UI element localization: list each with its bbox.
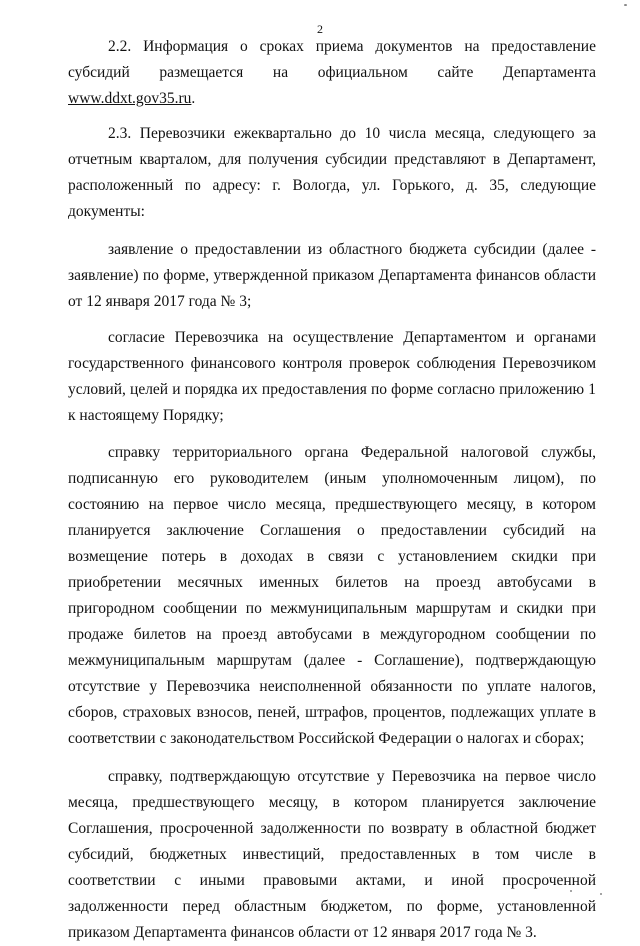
scan-speck <box>570 890 572 892</box>
page-number: 2 <box>317 22 323 36</box>
paragraph-application: заявление о предоставлении из областного бюджета субсидии (далее - заявление) по форме, утвержденной приказом Департамента финансов области от 12 января 2017 года № 3; <box>68 241 596 310</box>
document-body <box>68 34 596 946</box>
paragraph-2-3: 2.3. Перевозчики ежеквартально до 10 числа месяца, следующего за отчетным кварталом, для получения субсидии представляют в Департамент, расположенный по адресу: г. Вологда, ул. Горького, д. 35, следующие документы: <box>68 125 596 220</box>
paragraph-consent: согласие Перевозчика на осуществление Департаментом и органами государственного финансового контроля проверок соблюдения Перевозчиком условий, целей и порядка их предоставления по форме согласно приложению 1 к настоящему Порядку; <box>68 329 596 424</box>
paragraph-2-2-end: . <box>191 90 196 107</box>
paragraph-debt-certificate: справку, подтверждающую отсутствие у Перевозчика на первое число месяца, предшествующего месяцу, в котором планируется заключение Соглашения, просроченной задолженности по возврату в областной бюджет субсидий, бюджетных инвестиций, предоставленных в том числе в соответствии с иными правовыми актами, и иной просроченной задолженности перед областным бюджетом, по форме, установленной приказом Департамента финансов области от 12 января 2017 года № 3. <box>68 768 596 941</box>
paragraph-tax-certificate: справку территориального органа Федеральной налоговой службы, подписанную его руководителем (иным уполномоченным лицом), по состоянию на первое число месяца, предшествующего месяцу, в котором планируется заключение Соглашения о предоставлении субсидий на возмещение потерь в доходах в связи с установлением скидки при приобретении месячных именных билетов на проезд автобусами в пригородном сообщении по межмуниципальным маршрутам и скидки при продаже билетов на проезд автобусами в междугородном сообщении по межмуниципальным маршрутам (далее - Соглашение), подтверждающую отсутствие у Перевозчика неисполненной обязанности по уплате налогов, сборов, страховых взносов, пеней, штрафов, процентов, подлежащих уплате в соответствии с законодательством Российской Федерации о налогах и сборах; <box>68 444 596 747</box>
scan-speck <box>600 893 602 895</box>
paragraph-2-2-text: 2.2. Информация о сроках приема документов на предоставление субсидий размещается на официальном сайте Департамента <box>68 38 596 81</box>
paragraph-2-2 <box>68 34 596 112</box>
scan-speck <box>624 4 627 6</box>
website-link[interactable]: www.ddxt.gov35.ru <box>68 90 192 107</box>
